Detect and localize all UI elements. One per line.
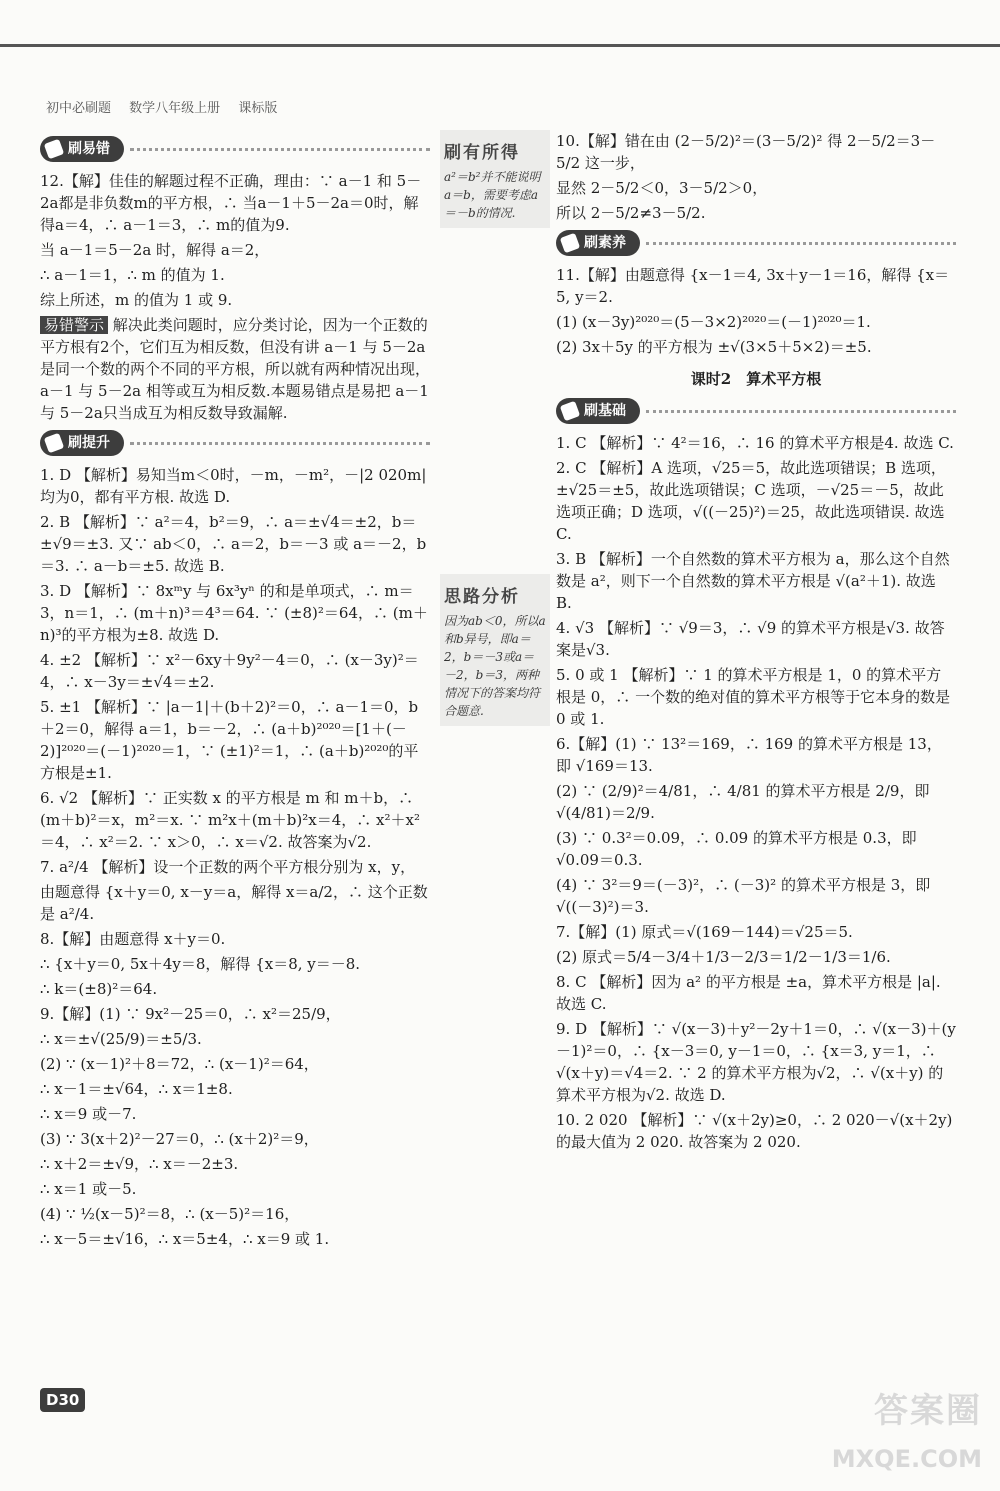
top-rule	[0, 44, 1000, 47]
answer-item: ∴ x＝9 或－7.	[40, 1105, 137, 1123]
answer-12-line: 综上所述，m 的值为 1 或 9.	[40, 291, 233, 309]
answer-item: 3. D 【解析】∵ 8xᵐy 与 6x³yⁿ 的和是单项式，∴ m＝3，n＝1，∴ (m＋n)³＝4³＝64. ∵ (±8)²＝64，∴ (m＋n)³的平方根为±8. 故选 D.	[40, 582, 428, 644]
answer-item: (2) 原式＝5/4－3/4＋1/3－2/3＝1/2－1/3＝1/6.	[556, 948, 891, 966]
book-title: 数学八年级上册	[129, 101, 221, 116]
answer-12-line: 当 a－1＝5－2a 时，解得 a＝2，	[40, 241, 270, 259]
series-title: 初中必刷题	[46, 101, 112, 116]
answer-item: 9.【解】(1) ∵ 9x²－25＝0，∴ x²＝25/9，	[40, 1005, 341, 1023]
answer-item: ∴ x－5＝±√16，∴ x＝5±4，∴ x＝9 或 1.	[40, 1230, 330, 1248]
answer-11-line: (2) 3x＋5y 的平方根为 ±√(3×5＋5×2)＝±5.	[556, 338, 872, 356]
edition-label: 课标版	[238, 101, 278, 116]
answer-item: 4. √3 【解析】∵ √9＝3，∴ √9 的算术平方根是√3. 故答案是√3.	[556, 619, 945, 659]
answer-item: (2) ∵ (x－1)²＋8＝72，∴ (x－1)²＝64，	[40, 1055, 319, 1073]
error-warning	[40, 314, 430, 424]
answer-10-line: 所以 2－5/2≠3－5/2.	[556, 204, 706, 222]
answer-item: 10. 2 020 【解析】∵ √(x＋2y)≥0，∴ 2 020－√(x＋2y) 的最大值为 2 020. 故答案为 2 020.	[556, 1111, 953, 1151]
answer-item: (3) ∵ 3(x＋2)²－27＝0，∴ (x＋2)²＝9，	[40, 1130, 319, 1148]
answer-12-line: 12.【解】佳佳的解题过程不正确，理由：∵ a－1 和 5－2a都是非负数m的平方根，∴ 当a－1＋5－2a＝0时，解得a＝4，∴ a－1＝3，∴ m的值为9.	[40, 172, 422, 234]
note-title: 刷有所得	[444, 143, 520, 163]
section-banner-yicuo: 刷易错	[40, 136, 430, 162]
answer-item: (3) ∵ 0.3²＝0.09，∴ 0.09 的算术平方根是 0.3，即 √0.09＝0.3.	[556, 829, 917, 869]
note-title: 思路分析	[444, 587, 520, 607]
answer-item: ∴ x＋2＝±√9，∴ x＝－2±3.	[40, 1155, 239, 1173]
answer-11-line: 11.【解】由题意得 {x－1＝4, 3x＋y－1＝16，解得 {x＝5, y＝2.	[556, 266, 950, 306]
answer-item: 1. C 【解析】∵ 4²＝16，∴ 16 的算术平方根是4. 故选 C.	[556, 434, 954, 452]
answer-item: ∴ k＝(±8)²＝64.	[40, 980, 158, 998]
answer-item: 7. a²/4 【解析】设一个正数的两个平方根分别为 x，y，	[40, 858, 416, 876]
pencil-icon	[560, 401, 581, 422]
answer-10-line: 10.【解】错在由 (2－5/2)²＝(3－5/2)² 得 2－5/2＝3－5/2 这一步，	[556, 132, 936, 172]
side-notes-column	[440, 130, 550, 1385]
answer-item: ∴ x－1＝±√64，∴ x＝1±8.	[40, 1080, 233, 1098]
answer-item: 5. ±1 【解析】∵ |a－1|＋(b＋2)²＝0，∴ a－1＝0，b＋2＝0，解得 a＝1，b＝－2，∴ (a＋b)²⁰²⁰＝[1＋(－2)]²⁰²⁰＝(－1)²⁰²⁰＝1，∵ (±1)²＝1，∴ (a＋b)²⁰²⁰的平方根是±1.	[40, 698, 419, 782]
answer-item: 2. C 【解析】A 选项，√25＝5，故此选项错误；B 选项，±√25＝±5，故此选项错误；C 选项，－√25＝－5，故此选项正确；D 选项，√((－25)²)＝25，故此选项错误. 故选 C.	[556, 459, 946, 543]
warning-label: 易错警示	[40, 316, 108, 334]
answer-item: 5. 0 或 1 【解析】∵ 1 的算术平方根是 1，0 的算术平方根是 0，∴ 一个数的绝对值的算术平方根等于它本身的数是 0 或 1.	[556, 666, 951, 728]
answer-item: 4. ±2 【解析】∵ x²－6xy＋9y²－4＝0，∴ (x－3y)²＝4，∴ x－3y＝±√4＝±2.	[40, 651, 419, 691]
answer-item: 8.【解】由题意得 x＋y＝0.	[40, 930, 226, 948]
left-column	[40, 130, 430, 1385]
answer-item: 1. D 【解析】易知当m＜0时，－m，－m²，－|2 020m| 均为0，都有平方根. 故选 D.	[40, 466, 427, 506]
running-header	[46, 98, 291, 120]
page-number: D30	[40, 1388, 85, 1412]
answer-item: 6. √2 【解析】∵ 正实数 x 的平方根是 m 和 m＋b，∴ (m＋b)²＝x，m²＝x. ∵ m²x＋(m＋b)²x＝4，∴ x²＋x²＝4，∴ x²＝2. ∵ x＞0，∴ x＝√2. 故答案为√2.	[40, 789, 420, 851]
watermark-site: MXQE.COM	[831, 1445, 982, 1473]
answer-item: (2) ∵ (2/9)²＝4/81，∴ 4/81 的算术平方根是 2/9，即 √(4/81)＝2/9.	[556, 782, 930, 822]
note-silufenxi	[440, 574, 550, 726]
answer-item: ∴ x＝±√(25/9)＝±5/3.	[40, 1030, 202, 1048]
watermark-logo: 答案圈	[874, 1391, 982, 1431]
answer-item: 3. B 【解析】一个自然数的算术平方根为 a，那么这个自然数是 a²，则下一个自然数的算术平方根是 √(a²＋1). 故选 B.	[556, 550, 950, 612]
lesson-heading: 课时2 算术平方根	[690, 370, 822, 388]
answer-item: ∴ {x＋y＝0, 5x＋4y＝8，解得 {x＝8, y＝－8.	[40, 955, 361, 973]
answer-item: ∴ x＝1 或－5.	[40, 1180, 137, 1198]
note-text: a²＝b²并不能说明a＝b，需要考虑a＝－b的情况.	[444, 170, 541, 220]
answer-12-line: ∴ a－1＝1，∴ m 的值为 1.	[40, 266, 225, 284]
right-column	[556, 130, 956, 1385]
section-banner-tisheng: 刷提升	[40, 430, 430, 456]
answer-item: 由题意得 {x＋y＝0, x－y＝a，解得 x＝a/2，∴ 这个正数是 a²/4.	[40, 883, 428, 923]
answer-10-line: 显然 2－5/2＜0，3－5/2＞0，	[556, 179, 768, 197]
answer-item: 7.【解】(1) 原式＝√(169－144)＝√25＝5.	[556, 923, 853, 941]
answer-item: 2. B 【解析】∵ a²＝4，b²＝9，∴ a＝±√4＝±2，b＝±√9＝±3. 又∵ ab＜0，∴ a＝2，b＝－3 或 a＝－2，b＝3. ∴ a－b＝±5. 故选 B.	[40, 513, 427, 575]
note-text: 因为ab＜0，所以a和b异号，即a＝2，b＝－3或a＝－2，b＝3，两种情况下的答案均符合题意.	[444, 614, 546, 718]
answer-item: (4) ∵ 3²＝9＝(－3)²，∴ (－3)² 的算术平方根是 3，即 √((－3)²)＝3.	[556, 876, 931, 916]
answer-item: 6.【解】(1) ∵ 13²＝169，∴ 169 的算术平方根是 13，即 √169＝13.	[556, 735, 942, 775]
section-banner-suyang: 刷素养	[556, 230, 956, 256]
pencil-icon	[560, 233, 581, 254]
section-banner-jichu: 刷基础	[556, 398, 956, 424]
warning-text: 解决此类问题时，应分类讨论，因为一个正数的平方根有2个，它们互为相反数，但没有讲 a－1 与 5－2a是同一个数的两个不同的平方根，所以就有两种情况出现，a－1 与 5－2a 相等或互为相反数.本题易错点是易把 a－1 与 5－2a只当成互为相反数导致漏解.	[40, 316, 430, 422]
answer-item: 9. D 【解析】∵ √(x－3)＋y²－2y＋1＝0，∴ √(x－3)＋(y－1)²＝0，∴ {x－3＝0, y－1＝0，∴ {x＝3, y＝1，∴ √(x＋y)＝√4＝2. ∵ 2 的算术平方根为√2，∴ √(x＋y) 的算术平方根为√2. 故选 D.	[556, 1020, 956, 1104]
answer-item: (4) ∵ ½(x－5)²＝8，∴ (x－5)²＝16，	[40, 1205, 300, 1223]
answer-11-line: (1) (x－3y)²⁰²⁰＝(5－3×2)²⁰²⁰＝(－1)²⁰²⁰＝1.	[556, 313, 871, 331]
pencil-icon	[44, 433, 65, 454]
note-shuayousuode	[440, 130, 550, 228]
pencil-icon	[44, 139, 65, 160]
answer-item: 8. C 【解析】因为 a² 的平方根是 ±a，算术平方根是 |a|. 故选 C.	[556, 973, 941, 1013]
